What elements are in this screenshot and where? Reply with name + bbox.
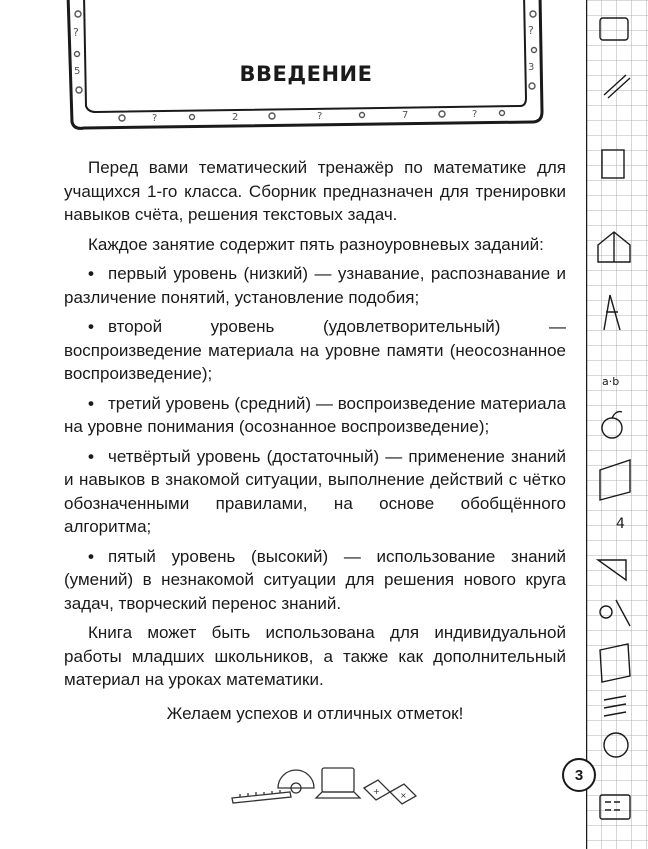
level-text: четвёртый уровень (достаточный) — применение знаний и навыков в знакомой ситуации, выполнение действий с чётко обозначенными правилами, на основе обобщённого алгоритма; — [64, 446, 566, 536]
svg-text:?: ? — [73, 26, 79, 39]
svg-text:+: + — [373, 787, 380, 796]
wishes-paragraph: Желаем успехов и отличных отметок! — [166, 703, 464, 723]
svg-text:×: × — [400, 791, 407, 800]
svg-text:?: ? — [317, 111, 323, 122]
bullet-icon: • — [88, 317, 94, 336]
svg-text:4: 4 — [616, 516, 625, 532]
level-item — [64, 545, 566, 616]
bullet-icon: • — [88, 264, 94, 283]
usage-paragraph: Книга может быть использована для индивидуальной работы младших школьников, а также как дополнительный материал на уроках математики. — [64, 623, 566, 689]
bottom-doodles — [230, 762, 420, 810]
page-title: ВВЕДЕНИЕ — [239, 62, 373, 86]
svg-text:a·b: a·b — [602, 375, 620, 388]
laptop-icon — [316, 768, 360, 798]
svg-text:?: ? — [528, 24, 534, 37]
page-number: 3 — [562, 758, 596, 792]
svg-text:2: 2 — [232, 112, 239, 123]
level-item — [64, 315, 566, 386]
page-body — [64, 156, 566, 731]
protractor-icon — [278, 770, 314, 793]
svg-text:3: 3 — [528, 62, 535, 73]
level-text: третий уровень (средний) — воспроизведение материала на уровне понимания (осознанное воспроизведение); — [64, 393, 566, 436]
intro-paragraph: Перед вами тематический тренажёр по математике для учащихся 1-го класса. Сборник предназначен для тренировки навыков счёта, решения текстовых задач. — [64, 158, 566, 224]
level-item — [64, 392, 566, 439]
school-supplies-icon — [230, 762, 420, 810]
notebook-strip-icon — [586, 0, 648, 849]
level-item — [64, 445, 566, 539]
bullet-icon: • — [88, 546, 94, 566]
level-text: пятый уровень (высокий) — использование знаний (умений) в незнакомой ситуации для решения нового круга задач, творческий перенос знаний. — [64, 546, 566, 613]
svg-text:?: ? — [472, 109, 478, 120]
tasks-paragraph: Каждое занятие содержит пять разноуровневых заданий: — [88, 234, 544, 254]
level-item — [64, 262, 566, 309]
bullet-icon: • — [88, 446, 94, 466]
notebook-strip — [586, 0, 648, 849]
bullet-icon: • — [88, 393, 94, 413]
calculator-icon — [364, 780, 416, 804]
level-text: второй уровень (удовлетворительный) — воспроизведение материала на уровне памяти (неосознанное воспроизведение); — [64, 317, 566, 383]
level-text: первый уровень (низкий) — узнавание, распознавание и различение понятий, установление подобия; — [64, 264, 566, 307]
svg-text:?: ? — [152, 113, 158, 124]
ruler-icon — [232, 790, 291, 803]
svg-text:5: 5 — [74, 66, 81, 77]
svg-text:7: 7 — [402, 110, 409, 121]
